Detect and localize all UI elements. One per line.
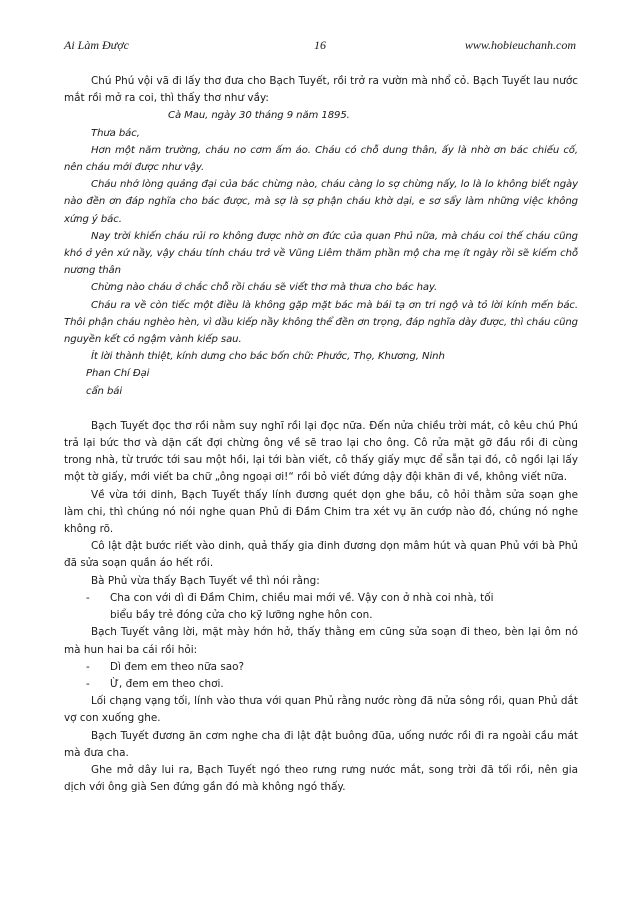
paragraph: Lối chạng vạng tối, lính vào thưa với quan Phủ rằng nước ròng đã nửa sông rồi, quan Phủ dắt vợ con xuống ghe. xyxy=(64,695,578,725)
paragraph: Bà Phủ vừa thấy Bạch Tuyết về thì nói rằng: xyxy=(91,574,320,587)
letter-paragraph: Chừng nào cháu ở chắc chỗ rồi cháu sẽ viết thơ mà thưa cho bác hay. xyxy=(91,282,438,294)
spacer xyxy=(64,400,578,418)
letter-date: Cà Mau, ngày 30 tháng 9 năm 1895. xyxy=(168,110,350,122)
letter-paragraph: Cháu ra về còn tiếc một điều là không gặp mặt bác mà bái tạ ơn tri ngộ và tỏ lời kính mến bác. Thôi phận cháu nghèo hèn, vì dầu kiếp nầy không thể đền ơn trọng, đáp nghĩa dày được, thì cháu cũng nguyền kết cỏ ngậm vành kiếp sau. xyxy=(64,299,578,346)
dash-marker: - xyxy=(86,677,90,690)
paragraph: Bạch Tuyết vâng lời, mặt mày hớn hở, thấy thằng em cũng sửa soạn đi theo, bèn lại ôm nó mà hun hai ba cái rồi hỏi: xyxy=(64,626,578,656)
dialogue-continuation: biểu bầy trẻ đóng cửa cho kỹ lưỡng nghe hôn con. xyxy=(110,609,373,622)
dialogue-text: Ừ, đem em theo chơi. xyxy=(110,677,224,690)
letter-paragraph: Nay trời khiến cháu rủi ro không được nhờ ơn đức của quan Phủ nữa, mà cháu coi thế cháu cũng khó ở yên xứ nầy, vậy cháu tính cháu trở về Vũng Liêm thăm phần mộ cha mẹ ít ngày rồi sẽ kiếm chỗ nương thân xyxy=(64,230,578,277)
paragraph: Cô lật đật bước riết vào dinh, quả thấy gia đinh đương dọn mâm hút và quan Phủ với bà Phủ đã sửa soạn quần áo hết rồi. xyxy=(64,540,578,570)
page-header xyxy=(64,38,576,54)
page-body xyxy=(64,73,578,796)
dialogue-line xyxy=(64,659,578,676)
website-url: www.hobieuchanh.com xyxy=(464,38,576,52)
letter-paragraph: Cháu nhớ lòng quảng đại của bác chừng nào, cháu càng lo sợ chừng nấy, lo là lo không biết ngày nào đền ơn đáp nghĩa cho bác được, mà sợ là sợ phận cháu khờ dại, e sơ sẩy làm những việc không xứng ý bác. xyxy=(64,179,578,225)
dialogue-text: Cha con với dì đi Đầm Chim, chiều mai mới về. Vậy con ở nhà coi nhà, tối xyxy=(110,591,494,604)
paragraph: Ghe mở dây lui ra, Bạch Tuyết ngó theo rưng rưng nước mắt, song trời đã tối rồi, nên gia dịch với ông già Sen đứng gần đó mà không ngó thấy. xyxy=(64,763,578,794)
letter-paragraph: Ít lời thành thiệt, kính dưng cho bác bốn chữ: Phước, Thọ, Khương, Ninh xyxy=(91,351,445,363)
book-title: Ai Làm Được xyxy=(64,38,129,52)
page-number: 16 xyxy=(314,38,326,52)
paragraph: Về vừa tới dinh, Bạch Tuyết thấy lính đương quét dọn ghe bầu, cô hỏi thằm sửa soạn ghe làm chi, thì chúng nó nói nghe quan Phủ đi Đầm Chim tra xét vụ ăn cướp nào đó, chúng nó nghe không rõ. xyxy=(64,488,578,536)
letter-salutation: Thưa bác, xyxy=(91,127,140,139)
dialogue-line xyxy=(64,590,578,607)
dialogue-text: Dì đem em theo nữa sao? xyxy=(110,660,245,673)
letter-signature: Phan Chí Đại xyxy=(86,368,150,380)
paragraph: Bạch Tuyết đọc thơ rồi nằm suy nghĩ rồi lại đọc nữa. Đến nửa chiều trời mát, cô kêu chú Phú trả lại bức thơ và dặn cất đợi chừng ông về sẽ trao lại cho ông. Cô rửa mặt gỡ đầu rồi đi cùng trong nhà, từ trước tới sau một hồi, lại tới bàn viết, cô thấy giấy mực để sẵn tại đó, cô ngồi lại lấy một tờ giấy, mới viết ba chữ „ông ngoại ơi!“ rồi bỏ viết đứng dậy đội khăn đi về, không viết nữa. xyxy=(64,419,578,484)
dash-marker: - xyxy=(86,660,90,673)
paragraph: Bạch Tuyết đương ăn cơm nghe cha đi lật đật buông đũa, uống nước rồi đi ra ngoài cầu mát mà đưa cha. xyxy=(64,729,578,759)
letter-closing: cẩn bái xyxy=(86,385,123,397)
dialogue-line xyxy=(64,676,578,693)
letter-paragraph: Hơn một năm trường, cháu no cơm ấm áo. Cháu có chỗ dung thân, ấy là nhờ ơn bác chiếu cố, nên cháu mới được như vậy. xyxy=(64,144,578,174)
paragraph: Chú Phú vội vã đi lấy thơ đưa cho Bạch Tuyết, rồi trở ra vườn mà nhổ cỏ. Bạch Tuyết lau nước mắt rồi mở ra coi, thì thấy thơ như vầy: xyxy=(64,75,578,105)
letter xyxy=(64,107,578,399)
dash-marker: - xyxy=(86,591,90,604)
